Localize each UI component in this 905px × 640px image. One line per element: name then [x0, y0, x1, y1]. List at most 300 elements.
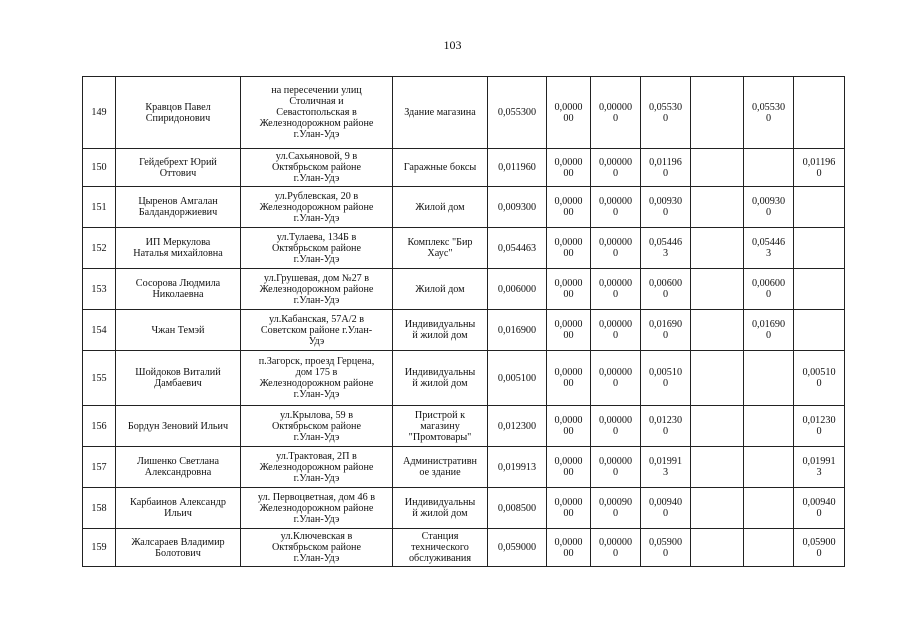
cell-value-1	[547, 187, 591, 228]
cell-text-line: 0,01230	[648, 415, 683, 426]
cell-value-5	[744, 406, 794, 447]
cell-text-line: 0,05900	[648, 536, 683, 548]
cell-text-line: 0	[765, 289, 772, 300]
cell-value-3	[641, 228, 691, 269]
cell-text-line: 0	[662, 508, 669, 519]
cell-text-line: 00	[563, 426, 574, 437]
table-row	[83, 447, 845, 488]
cell-text-line: 0,009300	[497, 201, 537, 213]
cell-text-line: п.Загорск, проезд Герцена,	[258, 356, 375, 367]
cell-text-line: 0,00000	[598, 319, 633, 330]
table-row	[83, 529, 845, 567]
cell-text-line: 0	[612, 547, 619, 559]
cell-object-type	[393, 269, 488, 310]
cell-text-line: 00	[563, 467, 574, 478]
cell-text-line: 0	[662, 112, 669, 124]
cell-text-line: 0,0000	[554, 415, 583, 426]
cell-address	[241, 406, 393, 447]
cell-address	[241, 351, 393, 406]
cell-text-line: Шойдоков Виталий	[135, 367, 221, 378]
cell-value-1	[547, 529, 591, 567]
cell-text-line: 0,011960	[498, 162, 536, 173]
cell-text-line: Гейдебрехт Юрий	[139, 156, 217, 168]
cell-value-4	[691, 488, 744, 529]
cell-text-line: й жилой дом	[412, 330, 468, 341]
cell-text-line: Комплекс "Бир	[407, 237, 473, 248]
table-row	[83, 310, 845, 351]
cell-text-line: Октябрьском районе	[271, 162, 362, 173]
cell-text-line: 0,0000	[554, 156, 583, 168]
cell-text-line: 0	[662, 207, 669, 218]
cell-text-line: 0,0000	[554, 237, 583, 248]
cell-value-5	[744, 447, 794, 488]
cell-text-line: 0,05900	[802, 536, 836, 548]
cell-text-line: Николаевна	[152, 289, 204, 300]
cell-text-line: 0	[612, 330, 619, 341]
cell-value-5	[744, 149, 794, 187]
cell-area	[488, 351, 547, 406]
cell-text-line: технического	[411, 542, 469, 553]
cell-value-6	[794, 447, 845, 488]
cell-value-5	[744, 269, 794, 310]
cell-text-line: ул.Тулаева, 134Б в	[276, 231, 357, 243]
cell-text-line: Индивидуальны	[404, 497, 476, 508]
cell-text-line: Карбаинов Александр	[130, 497, 226, 508]
cell-text-line: 0,01991	[648, 456, 683, 467]
cell-text-line: ул.Сахьяновой, 9 в	[275, 151, 358, 162]
cell-text-line: Балдандоржиевич	[138, 207, 218, 218]
cell-address	[241, 149, 393, 187]
cell-value-2	[591, 77, 641, 149]
cell-text-line: 0,00600	[751, 278, 786, 289]
cell-text-line: Гаражные боксы	[403, 162, 477, 173]
cell-text-line: 0	[662, 289, 669, 300]
cell-value-2	[591, 529, 641, 567]
cell-text-line: 0,0000	[554, 319, 583, 330]
table-row	[83, 351, 845, 406]
cell-text-line: й жилой дом	[412, 508, 468, 519]
cell-owner-name	[116, 269, 241, 310]
cell-value-3	[641, 488, 691, 529]
cell-text-line: 0,01690	[751, 319, 786, 330]
cell-text-line: 0,05446	[648, 237, 683, 248]
cell-text-line: 0,00000	[598, 237, 633, 248]
cell-text-line: Кравцов Павел	[145, 101, 211, 113]
cell-text-line: 0,00940	[648, 497, 683, 508]
cell-value-2	[591, 228, 641, 269]
cell-text-line: 0,00000	[598, 156, 633, 168]
cell-object-type	[393, 149, 488, 187]
cell-value-6	[794, 77, 845, 149]
cell-number: 150	[83, 149, 116, 187]
cell-number: 153	[83, 269, 116, 310]
cell-value-5	[744, 187, 794, 228]
cell-number: 155	[83, 351, 116, 406]
cell-text-line: 0	[612, 378, 619, 389]
cell-text-line: 0	[662, 167, 669, 179]
cell-value-3	[641, 77, 691, 149]
cell-text-line: Железнодорожном районе	[259, 201, 374, 213]
cell-text-line: 0	[816, 547, 822, 559]
cell-text-line: 0,00510	[802, 367, 836, 378]
cell-value-2	[591, 406, 641, 447]
cell-text-line: 0	[816, 167, 822, 179]
cell-text-line: г.Улан-Удэ	[293, 173, 340, 184]
cell-value-3	[641, 406, 691, 447]
cell-text-line: 0,00510	[648, 367, 683, 378]
cell-owner-name	[116, 488, 241, 529]
cell-value-6	[794, 351, 845, 406]
cell-value-6	[794, 187, 845, 228]
cell-owner-name	[116, 447, 241, 488]
page-number: 103	[443, 38, 462, 52]
cell-text-line: Оттович	[159, 167, 197, 179]
cell-text-line: 0,01230	[802, 415, 836, 426]
cell-text-line: 0,00930	[751, 196, 786, 207]
cell-area	[488, 187, 547, 228]
cell-value-1	[547, 228, 591, 269]
cell-text-line: Сосорова Людмила	[135, 278, 221, 289]
cell-text-line: Октябрьском районе	[271, 420, 362, 432]
cell-text-line: 0,00600	[648, 278, 683, 289]
cell-text-line: Александровна	[144, 467, 212, 478]
cell-text-line: 0,00000	[598, 456, 633, 467]
cell-number: 156	[83, 406, 116, 447]
cell-value-4	[691, 77, 744, 149]
cell-value-3	[641, 269, 691, 310]
cell-text-line: Индивидуальны	[404, 367, 476, 378]
cell-value-2	[591, 488, 641, 529]
cell-text-line: 0	[662, 547, 669, 559]
cell-object-type	[393, 351, 488, 406]
cell-owner-name	[116, 529, 241, 567]
cell-text-line: 0	[662, 378, 669, 389]
cell-text-line: Административн	[403, 456, 477, 467]
cell-value-3	[641, 447, 691, 488]
cell-text-line: Советском районе г.Улан-	[260, 324, 373, 336]
cell-text-line: 0	[662, 330, 669, 341]
cell-text-line: 0	[662, 426, 669, 437]
cell-text-line: дом 175 в	[295, 367, 338, 378]
cell-text-line: 0,00000	[598, 415, 633, 426]
table-row	[83, 228, 845, 269]
cell-address	[241, 269, 393, 310]
cell-value-5	[744, 77, 794, 149]
cell-text-line: Жилой дом	[415, 201, 465, 213]
cell-text-line: Здание магазина	[404, 107, 476, 118]
cell-area	[488, 228, 547, 269]
cell-value-3	[641, 529, 691, 567]
cell-text-line: 0,00090	[598, 497, 633, 508]
table-row	[83, 149, 845, 187]
cell-value-1	[547, 447, 591, 488]
cell-text-line: Индивидуальны	[404, 319, 476, 330]
cell-value-2	[591, 269, 641, 310]
cell-text-line: г.Улан-Удэ	[293, 513, 340, 525]
cell-text-line: на пересечении улиц	[271, 85, 362, 96]
cell-text-line: Чжан Темэй	[151, 324, 205, 336]
cell-text-line: 0	[765, 112, 772, 124]
cell-text-line: Севастопольская в	[276, 107, 357, 118]
cell-text-line: ул.Трактовая, 2П в	[276, 450, 357, 462]
cell-text-line: 0,055300	[497, 107, 537, 118]
cell-value-4	[691, 351, 744, 406]
cell-text-line: й жилой дом	[412, 378, 468, 389]
cell-object-type	[393, 529, 488, 567]
cell-text-line: 0	[612, 467, 619, 478]
cell-text-line: Станция	[421, 531, 459, 542]
cell-text-line: 0,05530	[751, 101, 786, 113]
cell-text-line: ул.Кабанская, 57А/2 в	[268, 313, 365, 325]
cell-value-4	[691, 228, 744, 269]
cell-number: 152	[83, 228, 116, 269]
table-row	[83, 77, 845, 149]
cell-text-line: 00	[563, 207, 574, 218]
cell-value-6	[794, 149, 845, 187]
cell-object-type	[393, 77, 488, 149]
cell-value-5	[744, 310, 794, 351]
cell-text-line: Жалсараев Владимир	[131, 536, 225, 548]
cell-text-line: г.Улан-Удэ	[293, 253, 340, 265]
cell-text-line: 0	[612, 207, 619, 218]
cell-text-line: 0	[612, 426, 619, 437]
cell-number: 154	[83, 310, 116, 351]
cell-value-1	[547, 149, 591, 187]
cell-area	[488, 269, 547, 310]
cell-owner-name	[116, 228, 241, 269]
cell-text-line: 0	[612, 289, 619, 300]
cell-text-line: 0,016900	[497, 324, 537, 336]
table-row	[83, 269, 845, 310]
cell-text-line: 0,05530	[648, 101, 683, 113]
cell-value-4	[691, 406, 744, 447]
cell-text-line: 0	[816, 426, 822, 437]
cell-text-line: 0	[612, 112, 619, 124]
cell-value-5	[744, 351, 794, 406]
cell-text-line: 3	[662, 248, 669, 259]
cell-value-6	[794, 529, 845, 567]
cell-text-line: 00	[563, 378, 574, 389]
cell-object-type	[393, 406, 488, 447]
cell-area	[488, 149, 547, 187]
cell-text-line: 0,00000	[598, 278, 633, 289]
cell-value-1	[547, 406, 591, 447]
cell-text-line: 0,00000	[598, 101, 633, 113]
cell-text-line: Хаус"	[427, 248, 453, 259]
cell-value-1	[547, 77, 591, 149]
cell-address	[241, 187, 393, 228]
cell-value-6	[794, 228, 845, 269]
cell-text-line: 0	[612, 248, 619, 259]
cell-text-line: 0,019913	[497, 461, 537, 473]
cell-text-line: 0,00930	[648, 196, 683, 207]
cell-text-line: Жилой дом	[415, 283, 465, 295]
cell-owner-name	[116, 187, 241, 228]
cell-text-line: "Промтовары"	[408, 431, 472, 443]
cell-object-type	[393, 228, 488, 269]
cell-value-6	[794, 406, 845, 447]
cell-object-type	[393, 187, 488, 228]
cell-text-line: 0,0000	[554, 278, 583, 289]
cell-value-5	[744, 488, 794, 529]
cell-text-line: 3	[816, 467, 822, 478]
cell-text-line: 0,01690	[648, 319, 683, 330]
cell-text-line: 0,0000	[554, 101, 583, 113]
cell-text-line: 0,0000	[554, 536, 583, 548]
cell-text-line: г.Улан-Удэ	[293, 212, 340, 224]
cell-value-4	[691, 310, 744, 351]
cell-value-1	[547, 310, 591, 351]
cell-text-line: Железнодорожном районе	[259, 118, 374, 129]
cell-text-line: ул.Ключевская в	[280, 531, 353, 542]
cell-value-6	[794, 269, 845, 310]
cell-text-line: 0	[612, 167, 619, 179]
cell-text-line: Лишенко Светлана	[136, 456, 220, 467]
cell-address	[241, 529, 393, 567]
cell-number: 157	[83, 447, 116, 488]
cell-text-line: 0,0000	[554, 497, 583, 508]
cell-value-1	[547, 269, 591, 310]
cell-text-line: 00	[563, 112, 574, 124]
cell-text-line: Железнодорожном районе	[259, 502, 374, 514]
cell-value-4	[691, 447, 744, 488]
cell-text-line: Ильич	[164, 508, 192, 519]
cell-text-line: г.Улан-Удэ	[293, 129, 340, 140]
cell-text-line: 0,0000	[554, 196, 583, 207]
cell-number: 151	[83, 187, 116, 228]
cell-text-line: 00	[563, 248, 574, 259]
cell-text-line: 0,012300	[497, 420, 537, 432]
cell-number: 158	[83, 488, 116, 529]
cell-text-line: ул.Грушевая, дом №27 в	[263, 272, 370, 284]
cell-text-line: ИП Меркулова	[145, 237, 211, 248]
cell-text-line: Столичная и	[289, 96, 344, 107]
cell-owner-name	[116, 406, 241, 447]
cell-text-line: 00	[563, 167, 574, 179]
cell-text-line: 0,01196	[649, 156, 682, 168]
cell-object-type	[393, 447, 488, 488]
cell-text-line: 0,006000	[497, 283, 537, 295]
cell-value-2	[591, 187, 641, 228]
cell-text-line: 0,054463	[497, 242, 537, 254]
cell-text-line: г.Улан-Удэ	[293, 553, 340, 564]
cell-text-line: 3	[662, 467, 669, 478]
cell-value-6	[794, 488, 845, 529]
cell-object-type	[393, 310, 488, 351]
cell-area	[488, 488, 547, 529]
cell-text-line: 0	[765, 330, 772, 341]
registry-table-body	[83, 77, 845, 567]
cell-text-line: 0	[816, 508, 822, 519]
cell-text-line: Железнодорожном районе	[259, 461, 374, 473]
cell-text-line: 0,01991	[802, 456, 836, 467]
cell-owner-name	[116, 310, 241, 351]
cell-text-line: 0,00000	[598, 536, 633, 548]
cell-owner-name	[116, 351, 241, 406]
cell-text-line: 0,008500	[497, 502, 537, 514]
cell-text-line: 0,01196	[802, 156, 836, 168]
cell-text-line: 0,05446	[751, 237, 786, 248]
cell-text-line: 0,0000	[554, 456, 583, 467]
cell-text-line: 0,005100	[497, 372, 537, 384]
cell-text-line: Удэ	[308, 335, 325, 347]
cell-text-line: Пристрой к	[414, 409, 466, 421]
cell-text-line: Железнодорожном районе	[259, 283, 374, 295]
registry-table	[82, 76, 845, 567]
cell-text-line: обслуживания	[408, 553, 472, 564]
cell-object-type	[393, 488, 488, 529]
cell-value-2	[591, 310, 641, 351]
cell-text-line: ое здание	[419, 467, 461, 478]
cell-number: 149	[83, 77, 116, 149]
cell-address	[241, 77, 393, 149]
cell-text-line: 00	[563, 330, 574, 341]
cell-text-line: Болотович	[155, 547, 201, 559]
cell-value-4	[691, 269, 744, 310]
cell-text-line: 0,00000	[598, 196, 633, 207]
cell-text-line: 0,00940	[802, 497, 836, 508]
cell-value-5	[744, 529, 794, 567]
cell-text-line: Спиридонович	[145, 112, 211, 124]
cell-text-line: 0	[816, 378, 822, 389]
cell-value-4	[691, 149, 744, 187]
cell-text-line: 3	[765, 248, 772, 259]
cell-value-2	[591, 447, 641, 488]
cell-text-line: Железнодорожном районе	[259, 378, 374, 389]
cell-value-1	[547, 351, 591, 406]
cell-value-4	[691, 187, 744, 228]
cell-text-line: 00	[563, 508, 574, 519]
cell-text-line: г.Улан-Удэ	[293, 472, 340, 484]
cell-value-3	[641, 149, 691, 187]
cell-text-line: 00	[563, 289, 574, 300]
cell-text-line: 0	[765, 207, 772, 218]
cell-value-5	[744, 228, 794, 269]
table-row	[83, 187, 845, 228]
cell-text-line: ул.Рублевская, 20 в	[274, 190, 359, 202]
cell-number: 159	[83, 529, 116, 567]
cell-text-line: Октябрьском районе	[271, 242, 362, 254]
cell-address	[241, 488, 393, 529]
cell-value-3	[641, 310, 691, 351]
cell-value-3	[641, 351, 691, 406]
cell-address	[241, 228, 393, 269]
cell-owner-name	[116, 77, 241, 149]
cell-value-3	[641, 187, 691, 228]
cell-area	[488, 529, 547, 567]
table-row	[83, 406, 845, 447]
cell-text-line: магазину	[420, 420, 460, 432]
cell-text-line: г.Улан-Удэ	[293, 389, 340, 400]
cell-area	[488, 310, 547, 351]
cell-text-line: Наталья михайловна	[133, 248, 223, 259]
cell-text-line: 0,059000	[497, 542, 537, 553]
cell-text-line: Цыренов Амгалан	[138, 196, 218, 207]
cell-text-line: ул. Первоцветная, дом 46 в	[257, 491, 376, 503]
cell-text-line: 0,0000	[554, 367, 583, 378]
table-row	[83, 488, 845, 529]
cell-value-2	[591, 149, 641, 187]
cell-text-line: г.Улан-Удэ	[293, 294, 340, 306]
cell-value-4	[691, 529, 744, 567]
cell-area	[488, 447, 547, 488]
cell-owner-name	[116, 149, 241, 187]
cell-text-line: г.Улан-Удэ	[293, 431, 340, 443]
cell-area	[488, 77, 547, 149]
cell-value-6	[794, 310, 845, 351]
cell-text-line: Дамбаевич	[154, 378, 202, 389]
cell-address	[241, 310, 393, 351]
